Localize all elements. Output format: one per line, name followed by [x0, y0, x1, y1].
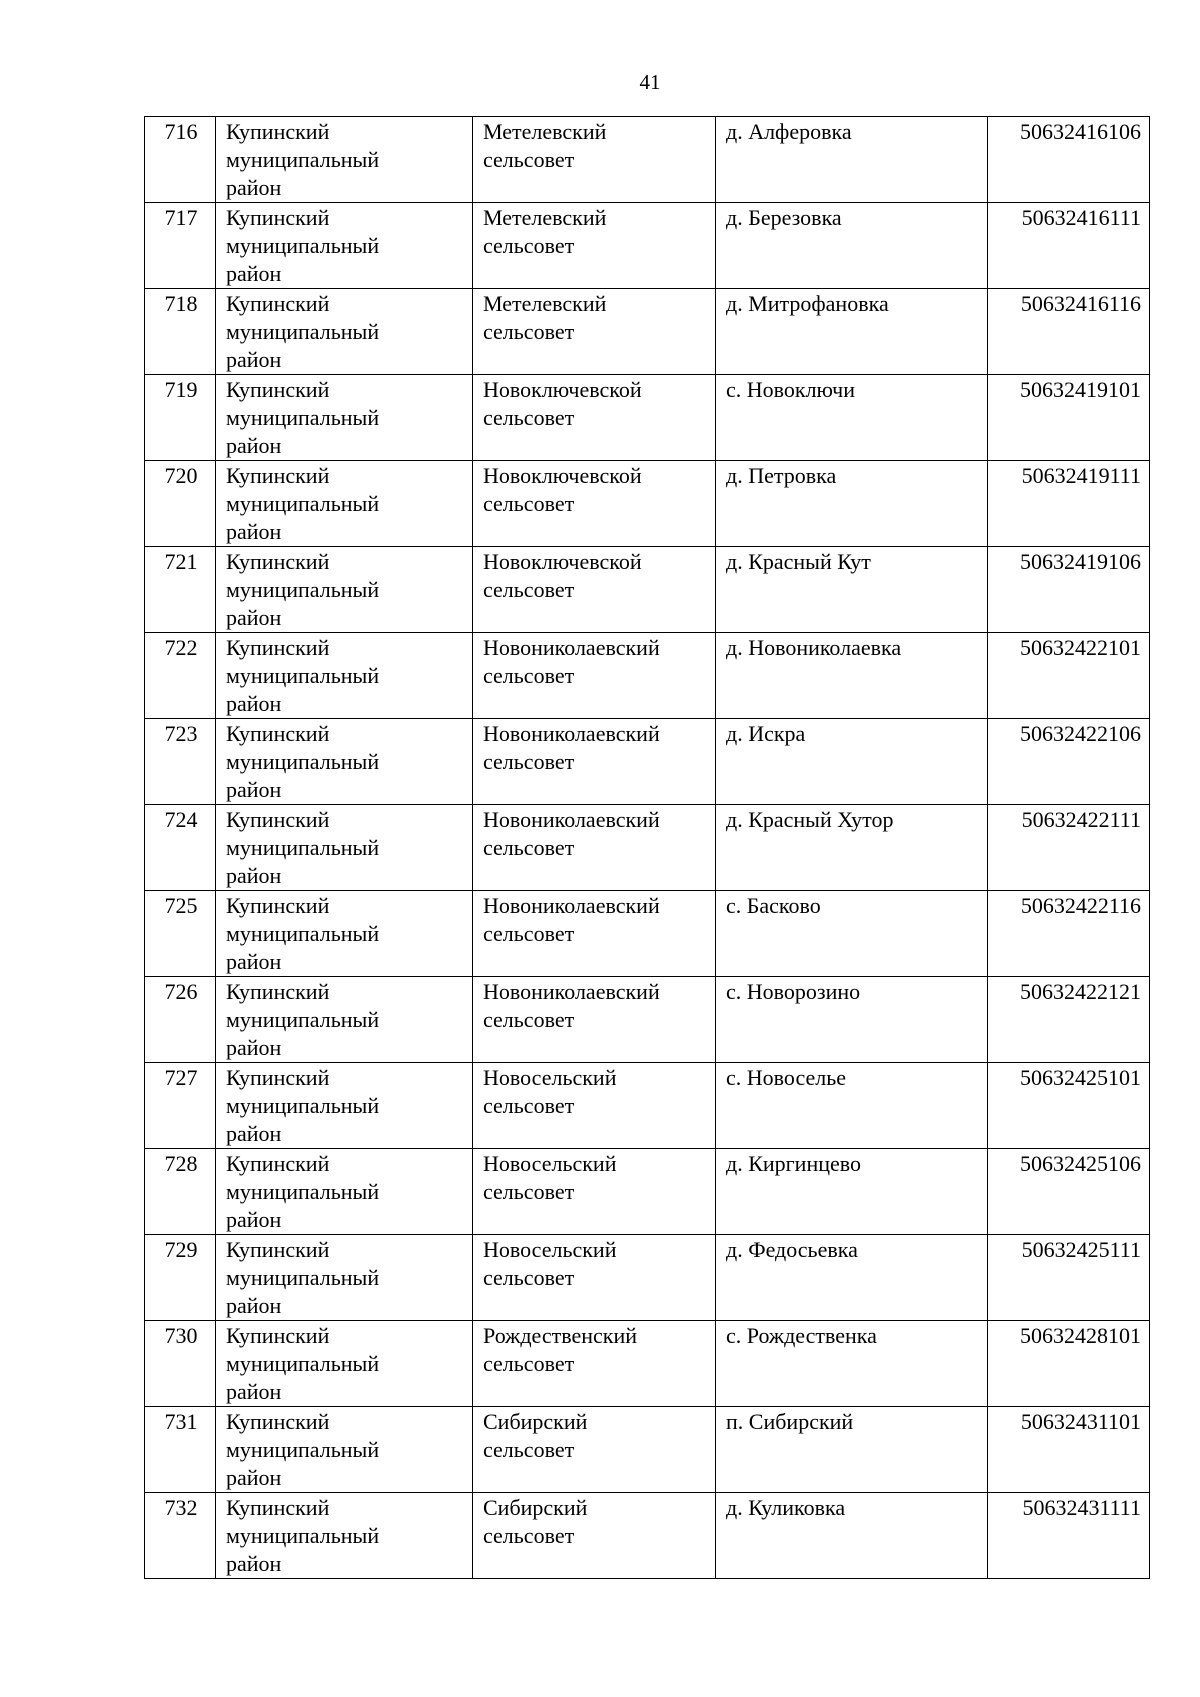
row-number-cell: 725: [145, 891, 216, 977]
table-row: [145, 1493, 1150, 1579]
council-line: сельсовет: [483, 491, 575, 516]
district-cell: [216, 1235, 473, 1321]
district-line: Купинский: [226, 893, 330, 918]
district-line: Купинский: [226, 635, 330, 660]
council-line: сельсовет: [483, 1179, 575, 1204]
district-line: муниципальный: [226, 147, 380, 172]
oktmo-code-cell: 50632419106: [988, 547, 1150, 633]
council-cell: [473, 891, 716, 977]
council-cell: [473, 461, 716, 547]
settlement-cell: с. Рождественка: [716, 1321, 988, 1407]
district-cell: [216, 1149, 473, 1235]
council-line: Новониколаевский: [483, 807, 660, 832]
settlement-cell: д. Киргинцево: [716, 1149, 988, 1235]
council-line: Метелевский: [483, 205, 607, 230]
district-line: район: [226, 1121, 282, 1146]
row-number-cell: 719: [145, 375, 216, 461]
district-line: Купинский: [226, 463, 330, 488]
council-line: сельсовет: [483, 233, 575, 258]
table-row: [145, 203, 1150, 289]
council-cell: [473, 1321, 716, 1407]
district-line: муниципальный: [226, 1179, 380, 1204]
council-line: Новоключевской: [483, 377, 642, 402]
settlement-cell: д. Митрофановка: [716, 289, 988, 375]
council-line: Новоключевской: [483, 463, 642, 488]
settlement-cell: д. Искра: [716, 719, 988, 805]
district-cell: [216, 289, 473, 375]
district-cell: [216, 1321, 473, 1407]
row-number-cell: 728: [145, 1149, 216, 1235]
district-cell: [216, 461, 473, 547]
table-row: [145, 461, 1150, 547]
oktmo-code-cell: 50632416106: [988, 117, 1150, 203]
council-cell: [473, 375, 716, 461]
row-number-cell: 724: [145, 805, 216, 891]
council-line: сельсовет: [483, 319, 575, 344]
district-line: муниципальный: [226, 663, 380, 688]
oktmo-code-cell: 50632416116: [988, 289, 1150, 375]
district-line: район: [226, 691, 282, 716]
council-cell: [473, 1407, 716, 1493]
district-line: муниципальный: [226, 491, 380, 516]
settlement-cell: д. Куликовка: [716, 1493, 988, 1579]
district-line: муниципальный: [226, 749, 380, 774]
district-line: муниципальный: [226, 577, 380, 602]
council-line: сельсовет: [483, 1523, 575, 1548]
table-row: [145, 1149, 1150, 1235]
district-cell: [216, 1493, 473, 1579]
council-cell: [473, 117, 716, 203]
table-row: [145, 117, 1150, 203]
district-line: район: [226, 1379, 282, 1404]
district-line: район: [226, 1207, 282, 1232]
settlement-cell: с. Новоселье: [716, 1063, 988, 1149]
council-cell: [473, 805, 716, 891]
council-line: Новосельский: [483, 1065, 617, 1090]
row-number-cell: 720: [145, 461, 216, 547]
council-cell: [473, 977, 716, 1063]
council-line: Новониколаевский: [483, 635, 660, 660]
district-cell: [216, 977, 473, 1063]
district-line: муниципальный: [226, 1437, 380, 1462]
council-line: сельсовет: [483, 577, 575, 602]
district-cell: [216, 1063, 473, 1149]
district-line: Купинский: [226, 377, 330, 402]
district-line: Купинский: [226, 1065, 330, 1090]
table-row: [145, 1407, 1150, 1493]
council-line: сельсовет: [483, 1265, 575, 1290]
district-cell: [216, 805, 473, 891]
district-line: район: [226, 777, 282, 802]
table-row: [145, 891, 1150, 977]
district-line: район: [226, 261, 282, 286]
table-row: [145, 375, 1150, 461]
council-line: Новоключевской: [483, 549, 642, 574]
oktmo-code-cell: 50632422111: [988, 805, 1150, 891]
council-line: Метелевский: [483, 291, 607, 316]
district-cell: [216, 117, 473, 203]
district-line: муниципальный: [226, 1351, 380, 1376]
settlement-cell: д. Петровка: [716, 461, 988, 547]
council-cell: [473, 1493, 716, 1579]
settlement-cell: д. Федосьевка: [716, 1235, 988, 1321]
page-number: 41: [639, 70, 661, 94]
table-row: [145, 977, 1150, 1063]
council-cell: [473, 289, 716, 375]
district-cell: [216, 891, 473, 977]
row-number-cell: 718: [145, 289, 216, 375]
council-line: сельсовет: [483, 1437, 575, 1462]
oktmo-code-cell: 50632428101: [988, 1321, 1150, 1407]
table-row: [145, 547, 1150, 633]
district-line: муниципальный: [226, 1007, 380, 1032]
council-line: сельсовет: [483, 1093, 575, 1118]
table-row: [145, 633, 1150, 719]
district-line: Купинский: [226, 205, 330, 230]
district-line: район: [226, 1035, 282, 1060]
oktmo-code-cell: 50632431101: [988, 1407, 1150, 1493]
district-line: Купинский: [226, 979, 330, 1004]
council-line: Сибирский: [483, 1495, 588, 1520]
district-line: район: [226, 433, 282, 458]
oktmo-code-cell: 50632431111: [988, 1493, 1150, 1579]
council-cell: [473, 1063, 716, 1149]
row-number-cell: 717: [145, 203, 216, 289]
row-number-cell: 732: [145, 1493, 216, 1579]
settlement-cell: д. Березовка: [716, 203, 988, 289]
council-cell: [473, 547, 716, 633]
oktmo-code-cell: 50632422121: [988, 977, 1150, 1063]
table-row: [145, 719, 1150, 805]
district-line: муниципальный: [226, 319, 380, 344]
oktmo-code-cell: 50632422101: [988, 633, 1150, 719]
district-line: район: [226, 347, 282, 372]
district-line: Купинский: [226, 1323, 330, 1348]
council-line: сельсовет: [483, 1351, 575, 1376]
council-line: Новосельский: [483, 1151, 617, 1176]
council-line: Новониколаевский: [483, 721, 660, 746]
district-line: Купинский: [226, 1409, 330, 1434]
council-line: Новониколаевский: [483, 893, 660, 918]
district-line: район: [226, 1551, 282, 1576]
settlement-cell: с. Новорозино: [716, 977, 988, 1063]
district-line: Купинский: [226, 1495, 330, 1520]
district-line: муниципальный: [226, 233, 380, 258]
council-cell: [473, 719, 716, 805]
settlement-cell: п. Сибирский: [716, 1407, 988, 1493]
district-cell: [216, 1407, 473, 1493]
table-row: [145, 1063, 1150, 1149]
district-line: Купинский: [226, 721, 330, 746]
table-row: [145, 805, 1150, 891]
row-number-cell: 726: [145, 977, 216, 1063]
council-line: Новосельский: [483, 1237, 617, 1262]
row-number-cell: 727: [145, 1063, 216, 1149]
district-line: муниципальный: [226, 405, 380, 430]
row-number-cell: 722: [145, 633, 216, 719]
council-line: сельсовет: [483, 663, 575, 688]
council-line: сельсовет: [483, 405, 575, 430]
row-number-cell: 723: [145, 719, 216, 805]
district-line: Купинский: [226, 807, 330, 832]
council-line: сельсовет: [483, 749, 575, 774]
district-line: район: [226, 863, 282, 888]
council-line: сельсовет: [483, 147, 575, 172]
council-line: Метелевский: [483, 119, 607, 144]
district-line: Купинский: [226, 549, 330, 574]
settlement-cell: д. Красный Кут: [716, 547, 988, 633]
oktmo-code-cell: 50632422106: [988, 719, 1150, 805]
table-row: [145, 1321, 1150, 1407]
settlement-cell: с. Новоключи: [716, 375, 988, 461]
district-cell: [216, 375, 473, 461]
district-line: район: [226, 175, 282, 200]
oktmo-code-cell: 50632419111: [988, 461, 1150, 547]
council-line: сельсовет: [483, 921, 575, 946]
oktmo-code-cell: 50632422116: [988, 891, 1150, 977]
council-line: сельсовет: [483, 1007, 575, 1032]
table-body: [145, 117, 1150, 1579]
oktmo-code-cell: 50632416111: [988, 203, 1150, 289]
row-number-cell: 716: [145, 117, 216, 203]
table-row: [145, 1235, 1150, 1321]
district-line: район: [226, 605, 282, 630]
district-line: муниципальный: [226, 921, 380, 946]
district-line: район: [226, 949, 282, 974]
district-line: район: [226, 519, 282, 544]
district-line: муниципальный: [226, 835, 380, 860]
row-number-cell: 731: [145, 1407, 216, 1493]
settlement-cell: д. Новониколаевка: [716, 633, 988, 719]
district-cell: [216, 547, 473, 633]
district-line: район: [226, 1465, 282, 1490]
district-line: район: [226, 1293, 282, 1318]
oktmo-code-cell: 50632419101: [988, 375, 1150, 461]
district-line: Купинский: [226, 291, 330, 316]
settlement-cell: с. Басково: [716, 891, 988, 977]
district-line: Купинский: [226, 1237, 330, 1262]
council-line: Сибирский: [483, 1409, 588, 1434]
settlement-cell: д. Алферовка: [716, 117, 988, 203]
row-number-cell: 721: [145, 547, 216, 633]
council-cell: [473, 633, 716, 719]
settlement-cell: д. Красный Хутор: [716, 805, 988, 891]
oktmo-code-cell: 50632425106: [988, 1149, 1150, 1235]
council-line: Новониколаевский: [483, 979, 660, 1004]
settlements-table: [144, 116, 1150, 1579]
table-row: [145, 289, 1150, 375]
council-line: Рождественский: [483, 1323, 638, 1348]
council-cell: [473, 1235, 716, 1321]
council-cell: [473, 1149, 716, 1235]
district-cell: [216, 203, 473, 289]
district-line: муниципальный: [226, 1093, 380, 1118]
district-line: Купинский: [226, 1151, 330, 1176]
row-number-cell: 730: [145, 1321, 216, 1407]
district-line: муниципальный: [226, 1523, 380, 1548]
district-line: Купинский: [226, 119, 330, 144]
district-cell: [216, 633, 473, 719]
district-cell: [216, 719, 473, 805]
district-line: муниципальный: [226, 1265, 380, 1290]
council-cell: [473, 203, 716, 289]
council-line: сельсовет: [483, 835, 575, 860]
oktmo-code-cell: 50632425111: [988, 1235, 1150, 1321]
oktmo-code-cell: 50632425101: [988, 1063, 1150, 1149]
row-number-cell: 729: [145, 1235, 216, 1321]
